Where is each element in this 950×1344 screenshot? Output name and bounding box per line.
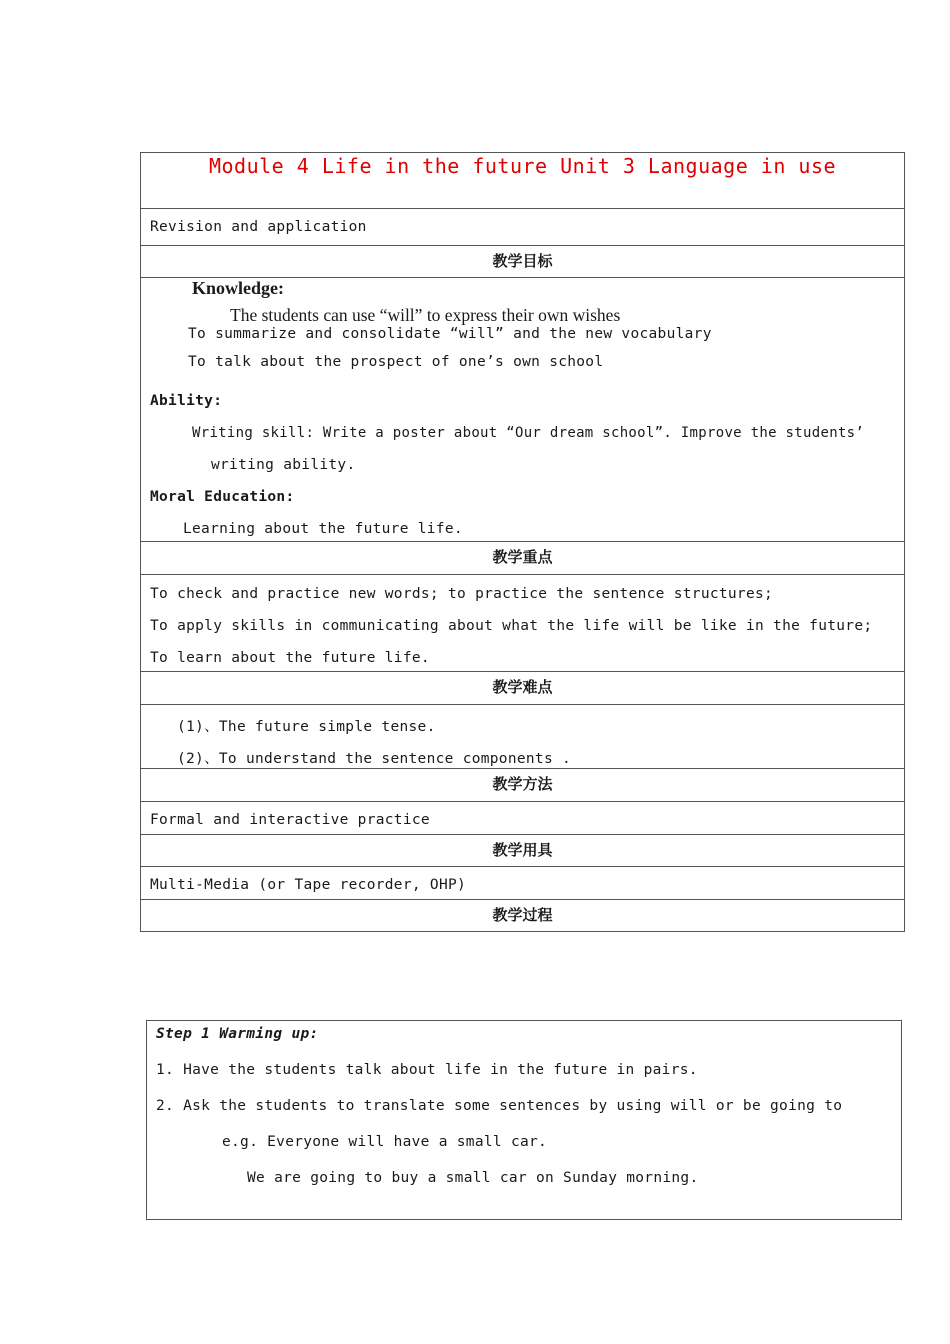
tools-content xyxy=(141,867,904,900)
objectives-content xyxy=(141,278,904,542)
step-1-title: Step 1 Warming up: xyxy=(156,1026,319,1042)
ability-line-1: Writing skill: Write a poster about “Our dream school”. Improve the students’ xyxy=(192,425,865,441)
difficulties-content xyxy=(141,705,904,769)
methods-header: 教学方法 xyxy=(492,775,553,793)
process-header: 教学过程 xyxy=(492,906,553,924)
process-header-row xyxy=(141,900,904,933)
lesson-plan-table xyxy=(140,152,905,932)
methods-content xyxy=(141,802,904,835)
step-1-box xyxy=(146,1020,902,1220)
key-points-header: 教学重点 xyxy=(492,548,553,566)
moral-text: Learning about the future life. xyxy=(183,521,463,537)
moral-label: Moral Education: xyxy=(150,489,295,505)
knowledge-subtitle: The students can use “will” to express their own wishes xyxy=(230,305,621,325)
difficulties-header-row xyxy=(141,672,904,705)
key-point-3: To learn about the future life. xyxy=(150,650,430,666)
page-title: Module 4 Life in the future Unit 3 Language in use xyxy=(208,154,837,178)
topic-text: Revision and application xyxy=(150,219,367,235)
tools-header-row xyxy=(141,835,904,867)
step-1-item-1: 1. Have the students talk about life in the future in pairs. xyxy=(156,1062,698,1078)
ability-line-2: writing ability. xyxy=(211,457,356,473)
step-1-item-2: 2. Ask the students to translate some sentences by using will or be going to xyxy=(156,1098,843,1114)
title-row xyxy=(141,153,904,209)
key-points-header-row xyxy=(141,542,904,575)
knowledge-label: Knowledge: xyxy=(192,278,284,298)
key-point-2: To apply skills in communicating about what the life will be like in the future; xyxy=(150,618,873,634)
key-points-content xyxy=(141,575,904,672)
topic-row xyxy=(141,209,904,246)
ability-label: Ability: xyxy=(150,393,223,409)
methods-text: Formal and interactive practice xyxy=(150,812,430,828)
step-1-example-1: e.g. Everyone will have a small car. xyxy=(222,1134,548,1150)
objectives-header: 教学目标 xyxy=(492,252,553,270)
difficulty-1: (1)、The future simple tense. xyxy=(177,719,436,735)
knowledge-item-1: To summarize and consolidate “will” and the new vocabulary xyxy=(188,326,712,342)
step-1-example-2: We are going to buy a small car on Sunday morning. xyxy=(247,1170,699,1186)
knowledge-item-2: To talk about the prospect of one’s own school xyxy=(188,354,604,370)
difficulties-header: 教学难点 xyxy=(492,678,553,696)
difficulty-2: (2)、To understand the sentence components . xyxy=(177,751,572,767)
tools-header: 教学用具 xyxy=(492,841,553,859)
tools-text: Multi-Media (or Tape recorder, OHP) xyxy=(150,877,467,893)
methods-header-row xyxy=(141,769,904,802)
objectives-header-row xyxy=(141,246,904,278)
key-point-1: To check and practice new words; to practice the sentence structures; xyxy=(150,586,774,602)
